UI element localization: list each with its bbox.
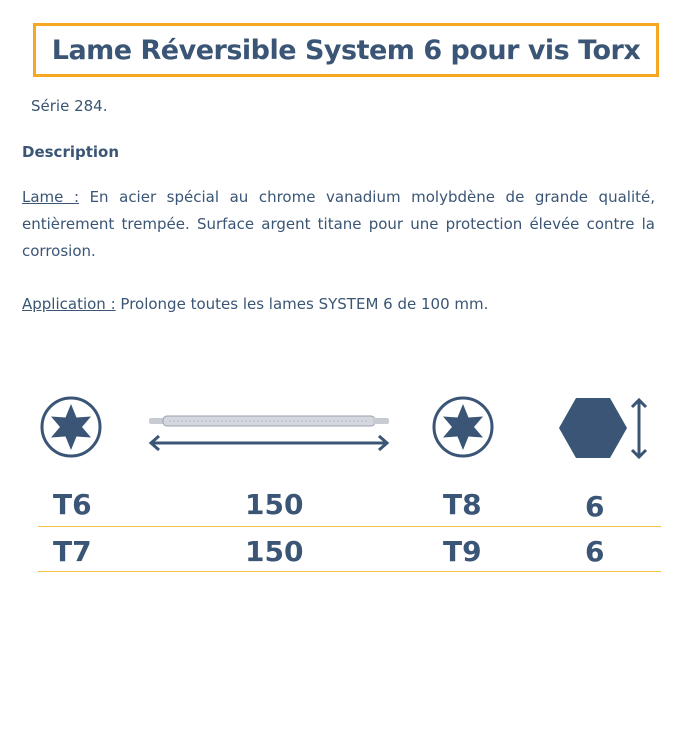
table-cell-size-left: T7 — [53, 535, 92, 568]
table-row-divider — [38, 526, 661, 527]
table-cell-hex: 6 — [585, 535, 605, 568]
page-title: Lame Réversible System 6 pour vis Torx — [51, 34, 641, 66]
table-cell-length: 150 — [245, 535, 304, 568]
table-cell-size-right: T9 — [443, 535, 482, 568]
blade-label: Lame : — [22, 188, 80, 206]
application-text: Prolonge toutes les lames SYSTEM 6 de 100 mm. — [115, 295, 489, 313]
description-heading: Description — [22, 143, 120, 161]
table-row-divider — [38, 571, 661, 572]
torx-star-icon — [39, 395, 103, 459]
application-label: Application : — [22, 295, 116, 313]
hex-size-icon — [558, 395, 652, 461]
blade-paragraph — [22, 184, 655, 265]
table-cell-hex: 6 — [585, 490, 605, 523]
table-cell-size-left: T6 — [53, 488, 92, 521]
table-cell-size-right: T8 — [443, 488, 482, 521]
torx-star-icon — [431, 395, 495, 459]
table-cell-length: 150 — [245, 488, 304, 521]
blade-text: En acier spécial au chrome vanadium molybdène de grande qualité, entièrement trempée. Surface argent titane pour une protection élevée contre la corrosion. — [22, 188, 655, 260]
title-box — [33, 23, 659, 77]
bit-length-icon — [145, 410, 393, 454]
series-text: Série 284. — [31, 97, 108, 115]
application-paragraph — [22, 291, 655, 318]
